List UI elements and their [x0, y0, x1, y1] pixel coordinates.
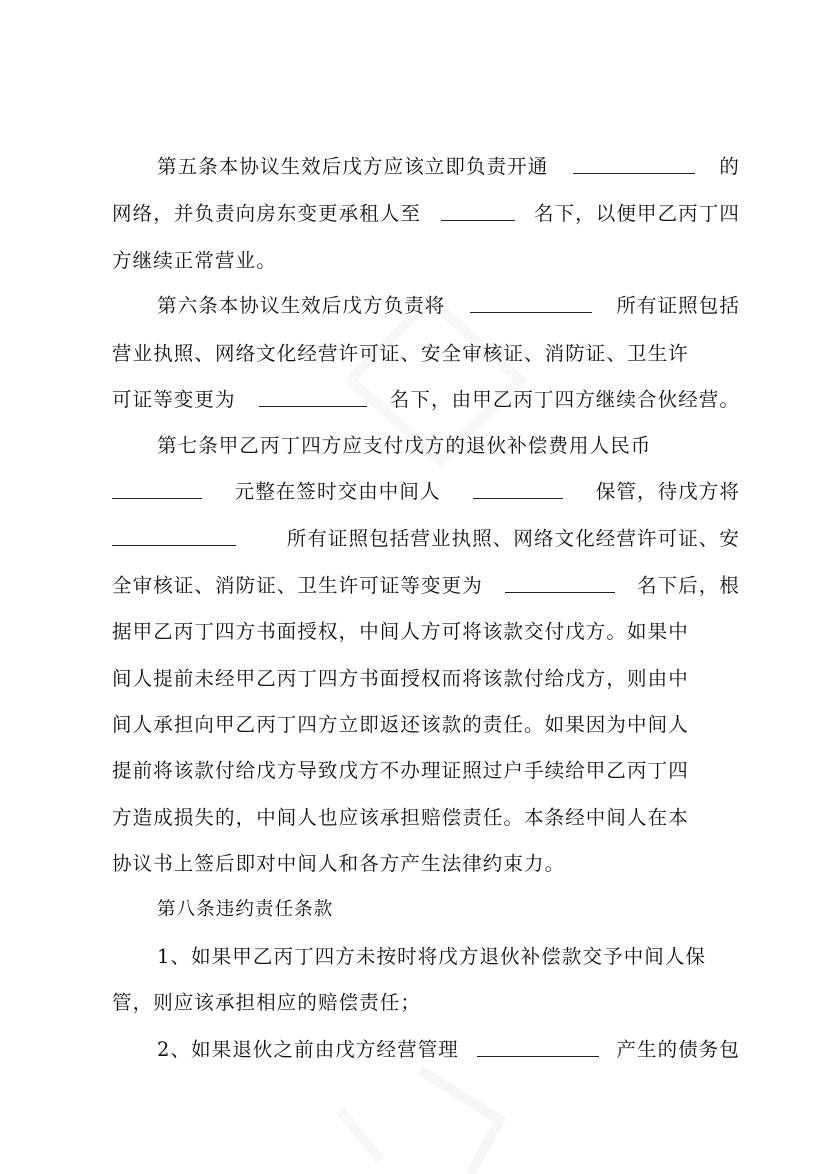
text: 保管，待戊方将: [595, 480, 740, 503]
text: 全审核证、消防证、卫生许可证等变更为: [112, 574, 483, 597]
art7-line-6: [112, 665, 740, 693]
text: 网络，并负责向房东变更承租人至: [112, 202, 422, 225]
text: 间人承担向甲乙丙丁四方立即返还该款的责任。如果因为中间人: [112, 713, 689, 736]
text: 名下，由甲乙丙丁四方继续合伙经营。: [389, 388, 740, 411]
blank-field: [441, 200, 515, 221]
art6-line-3: [112, 386, 740, 414]
blank-field: [477, 1036, 599, 1057]
text: 2、如果退伙之前由戊方经营管理: [157, 1038, 459, 1061]
art7-line-2: [112, 478, 740, 506]
text: 名下，以便甲乙丙丁四: [533, 202, 740, 225]
text: 的: [719, 155, 740, 178]
art6-line-1: [157, 292, 740, 320]
text: 可证等变更为: [112, 388, 236, 411]
art7-line-8: [112, 757, 740, 785]
art7-line-10: 协议书上签后即对中间人和各方产生法律约束力。: [112, 852, 566, 875]
blank-field: [573, 153, 695, 174]
blank-field: [473, 478, 563, 499]
art8-clause1-line-2: 管，则应该承担相应的赔偿责任；: [112, 991, 422, 1014]
text: 间人提前未经甲乙丙丁四方书面授权而将该款付给戊方，则由中: [112, 667, 689, 690]
blank-field: [505, 572, 615, 593]
text: 所有证照包括营业执照、网络文化经营许可证、安: [286, 527, 740, 550]
art7-line-5: [112, 618, 740, 646]
text: 据甲乙丙丁四方书面授权，中间人方可将该款交付戊方。如果中: [112, 620, 689, 643]
blank-field: [470, 292, 592, 313]
blank-field: [259, 386, 367, 407]
art5-line-2: [112, 200, 740, 228]
text: 产生的债务包: [616, 1038, 740, 1061]
art7-line-7: [112, 711, 740, 739]
art8-clause2-line-1: [157, 1036, 740, 1064]
text: 营业执照、网络文化经营许可证、安全审核证、消防证、卫生许: [112, 342, 689, 365]
art5-line-3: 方继续正常营业。: [112, 249, 277, 272]
art7-line-1: [157, 432, 740, 460]
art6-line-2: [112, 340, 740, 368]
text: 名下后，根: [636, 574, 740, 597]
art7-line-9: [112, 804, 740, 832]
art8-clause1-line-1: [157, 943, 740, 971]
text: 所有证照包括: [616, 294, 740, 317]
text: 第六条本协议生效后戊方负责将: [157, 294, 446, 317]
art7-line-4: [112, 572, 740, 600]
text: 第七条甲乙丙丁四方应支付戊方的退伙补偿费用人民币: [157, 434, 652, 457]
blank-field: [112, 525, 236, 546]
text: 1、如果甲乙丙丁四方未按时将戊方退伙补偿款交予中间人保: [157, 945, 707, 968]
text: 第五条本协议生效后戊方应该立即负责开通: [157, 155, 549, 178]
art7-line-3: [112, 525, 740, 553]
text: 方造成损失的，中间人也应该承担赔偿责任。本条经中间人在本: [112, 806, 689, 829]
text: 提前将该款付给戊方导致戊方不办理证照过户手续给甲乙丙丁四: [112, 759, 689, 782]
blank-field: [112, 478, 202, 499]
text: 元整在签时交由中间人: [234, 480, 441, 503]
art5-line-1: [157, 153, 740, 181]
art8-title: 第八条违约责任条款: [157, 899, 334, 920]
